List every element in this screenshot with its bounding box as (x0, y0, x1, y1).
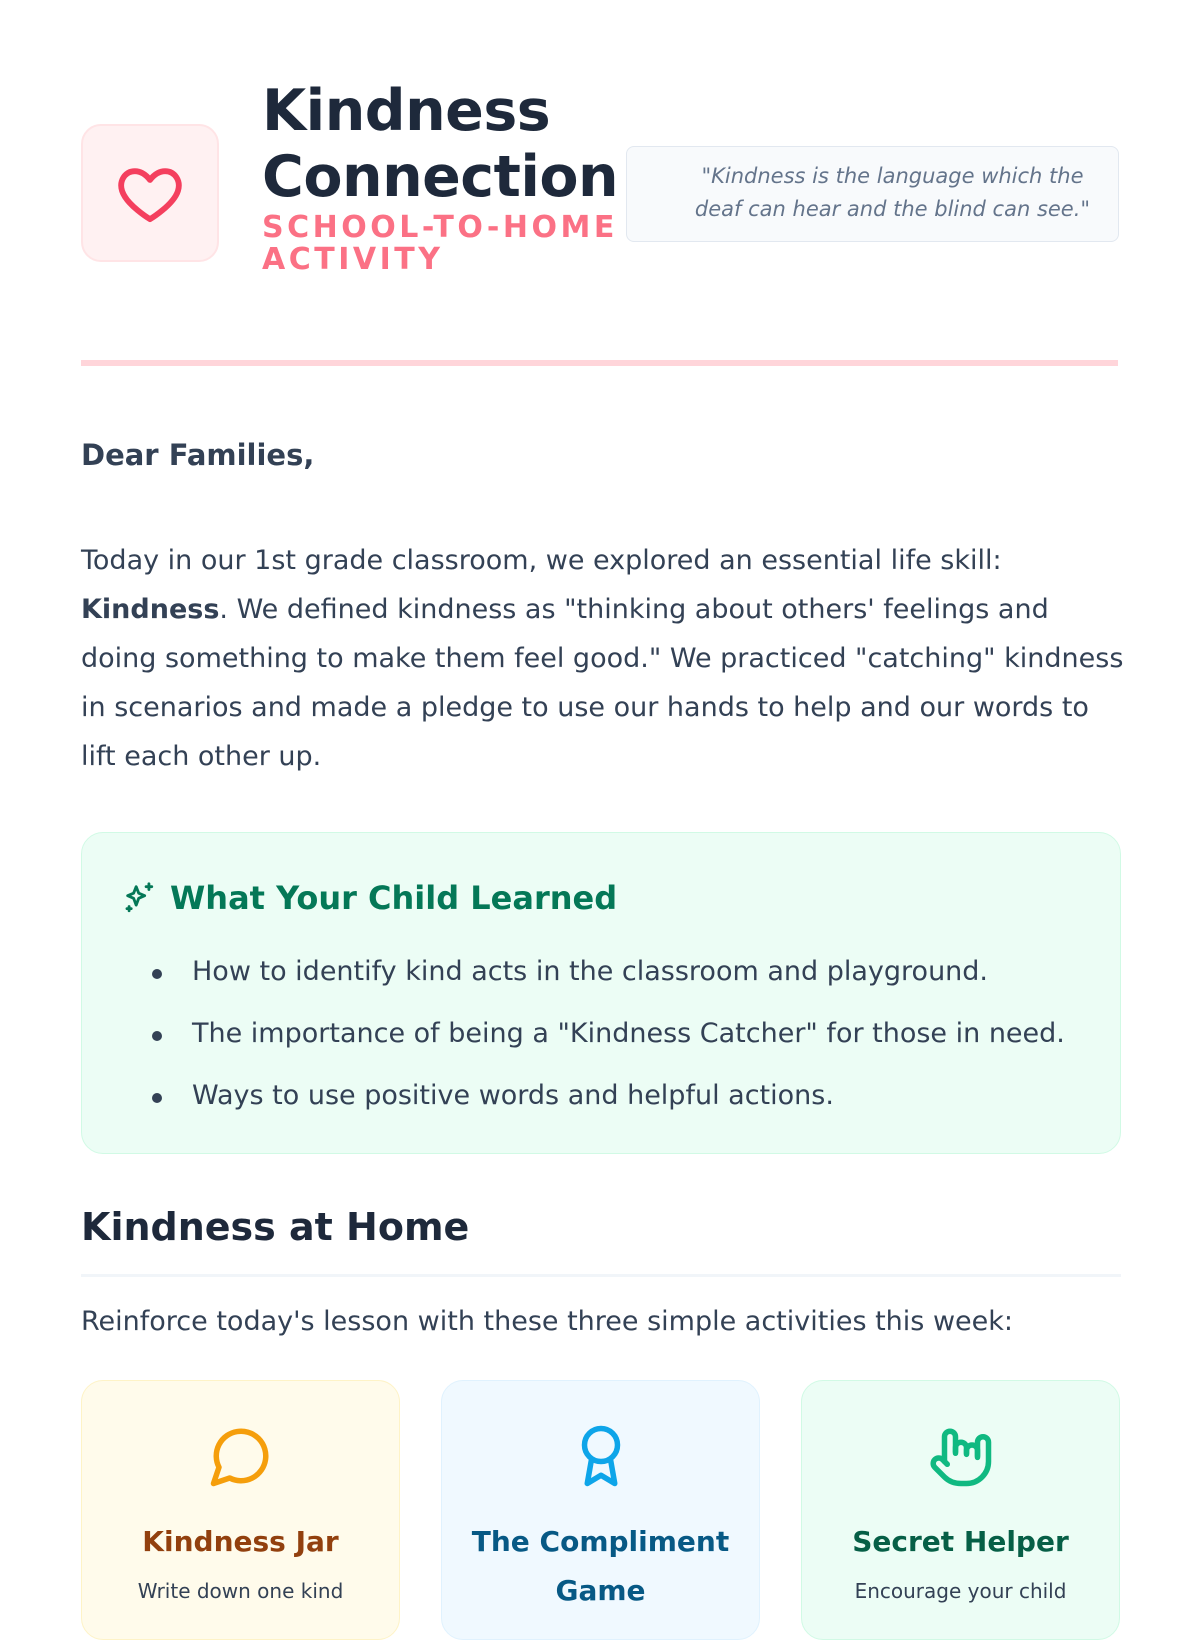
list-item: Ways to use positive words and helpful actions. (152, 1065, 1065, 1127)
learned-list (152, 941, 1065, 1127)
card-desc: Encourage your child (854, 1579, 1067, 1603)
learned-header (122, 879, 617, 917)
list-item: How to identify kind acts in the classroom and playground. (152, 941, 1065, 1003)
intro-paragraph (81, 536, 1126, 781)
title-block (262, 78, 632, 276)
sparkles-icon (122, 881, 156, 915)
greeting: Dear Families, (81, 438, 315, 472)
activity-card-kindness-jar (81, 1380, 400, 1640)
list-item: The importance of being a "Kindness Catcher" for those in need. (152, 1003, 1065, 1065)
section-lead: Reinforce today's lesson with these three simple activities this week: (81, 1306, 1013, 1337)
page-subtitle: SCHOOL-TO-HOME ACTIVITY (262, 210, 618, 277)
award-ribbon-icon (568, 1423, 634, 1489)
card-title: Secret Helper (852, 1525, 1069, 1558)
quote-box: "Kindness is the language which the deaf can hear and the blind can see." (626, 146, 1119, 242)
header (81, 0, 1118, 367)
learned-title: What Your Child Learned (170, 879, 618, 917)
heart-icon (113, 161, 187, 225)
learned-box (81, 832, 1121, 1154)
section-divider (81, 1274, 1121, 1277)
intro-bold: Kindness (81, 594, 220, 625)
intro-text-1: Today in our 1st grade classroom, we explored an essential life skill: (81, 545, 1002, 576)
card-title: The Compliment Game (471, 1525, 730, 1607)
card-icon-wrap (802, 1423, 1119, 1489)
hand-icon (928, 1423, 994, 1489)
card-title: Kindness Jar (142, 1525, 339, 1558)
section-title: Kindness at Home (81, 1205, 470, 1249)
intro-text-2: . We defined kindness as "thinking about others' feelings and doing something to make them feel good." We practiced "catching" kindness in scenarios and made a pledge to use our hands to help and our words to lift each other up. (81, 594, 1124, 772)
header-divider (81, 360, 1118, 366)
logo-badge (81, 124, 219, 262)
activity-cards (81, 1380, 1121, 1640)
card-desc: Write down one kind (137, 1579, 344, 1603)
card-icon-wrap (442, 1423, 759, 1489)
page-title: Kindness Connection (262, 78, 619, 210)
card-icon-wrap (82, 1423, 399, 1489)
speech-bubble-icon (208, 1423, 274, 1489)
activity-card-compliment-game (441, 1380, 760, 1640)
activity-card-secret-helper (801, 1380, 1120, 1640)
